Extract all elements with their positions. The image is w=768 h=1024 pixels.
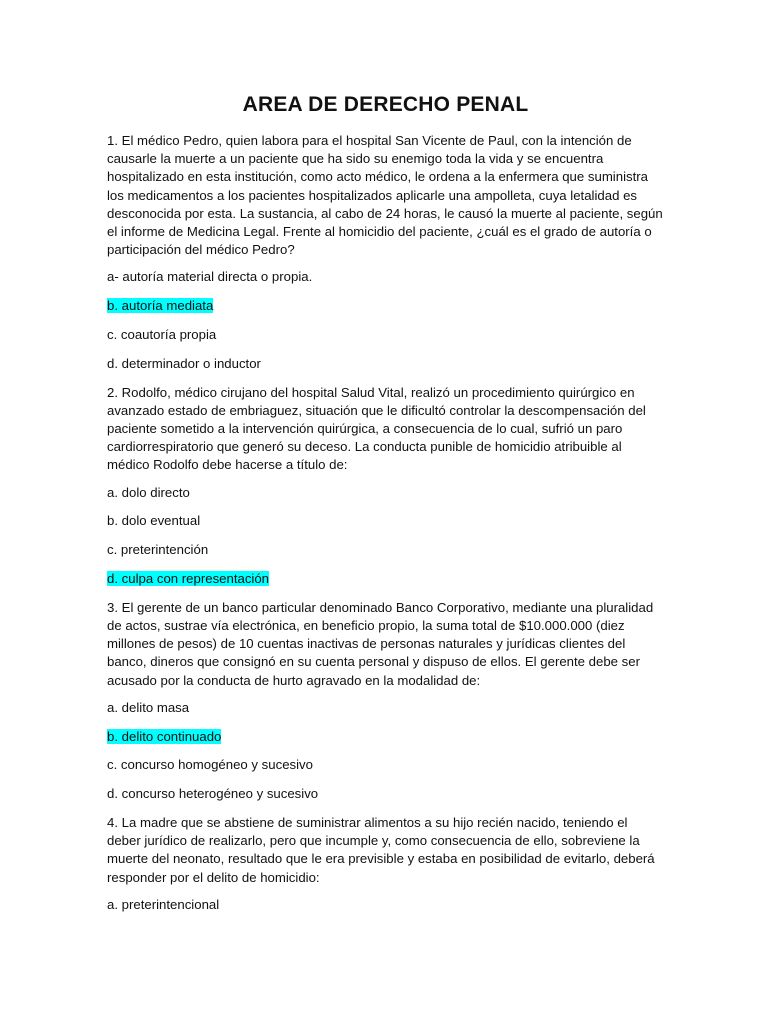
option-text: a. dolo directo xyxy=(107,484,190,500)
question-4: 4. La madre que se abstiene de suministrar alimentos a su hijo recién nacido, teniendo el deber jurídico de realizarlo, pero que incumple y, como consecuencia de ello, sobreviene la muerte del neonato, resultado que le era previsible y estaba en posibilidad de evitarlo, deberá responder por el delito de homicidio: xyxy=(107,815,655,885)
option-text: a. delito masa xyxy=(107,699,190,715)
option-text: a- autoría material directa o propia. xyxy=(107,269,313,285)
question-2-option-c xyxy=(107,541,664,559)
question-3-option-c xyxy=(107,756,664,774)
option-text: a. preterintencional xyxy=(107,896,220,912)
question-2-option-a xyxy=(107,484,664,502)
question-4-option-a xyxy=(107,896,664,914)
question-1-option-b-answer xyxy=(107,297,664,315)
document-title: AREA DE DERECHO PENAL xyxy=(242,93,529,116)
question-3: 3. El gerente de un banco particular denominado Banco Corporativo, mediante una pluralidad de actos, sustrae vía electrónica, en beneficio propio, la suma total de $10.000.000 (diez millones de pesos) de 10 cuentas inactivas de personas naturales y jurídicas clientes del banco, dineros que consignó en su cuenta personal y dispuso de ellos. El gerente debe ser acusado por la conducta de hurto agravado en la modalidad de: xyxy=(107,599,654,688)
question-2-option-d-answer xyxy=(107,570,664,588)
question-1: 1. El médico Pedro, quien labora para el hospital San Vicente de Paul, con la intención de causarle la muerte a un paciente que ha sido su enemigo toda la vida y se encuentra hospitalizado en esta institución, como acto médico, le ordena a la enfermera que suministra los medicamentos a los pacientes hospitalizados aplicarle una ampolleta, cuya letalidad es desconocida por esta. La sustancia, al cabo de 24 horas, le causó la muerte al paciente, según el informe de Medicina Legal. Frente al homicidio del paciente, ¿cuál es el grado de autoría o participación del médico Pedro? xyxy=(107,133,663,258)
highlighted-answer: b. autoría mediata xyxy=(107,298,214,314)
question-3-option-d xyxy=(107,785,664,803)
highlighted-answer: d. culpa con representación xyxy=(107,571,270,587)
question-3-option-a xyxy=(107,699,664,717)
option-text: d. determinador o inductor xyxy=(107,355,261,371)
option-text: c. coautoría propia xyxy=(107,327,217,343)
option-text: d. concurso heterogéneo y sucesivo xyxy=(107,786,319,802)
option-text: c. concurso homogéneo y sucesivo xyxy=(107,757,313,773)
highlighted-answer: b. delito continuado xyxy=(107,728,222,744)
question-1-option-c xyxy=(107,326,664,344)
option-text: c. preterintención xyxy=(107,542,209,558)
question-1-option-d xyxy=(107,355,664,373)
question-2: 2. Rodolfo, médico cirujano del hospital Salud Vital, realizó un procedimiento quirúrgico en avanzado estado de embriaguez, situación que le dificultó controlar la descompensación del paciente sometido a la intervención quirúrgica, a consecuencia de lo cual, sufrió un paro cardiorrespiratorio que generó su deceso. La conducta punible de homicidio atribuible al médico Rodolfo debe hacerse a título de: xyxy=(107,384,646,473)
question-1-option-a xyxy=(107,268,664,286)
option-text: b. dolo eventual xyxy=(107,513,201,529)
question-2-option-b xyxy=(107,512,664,530)
question-3-option-b-answer xyxy=(107,728,664,746)
